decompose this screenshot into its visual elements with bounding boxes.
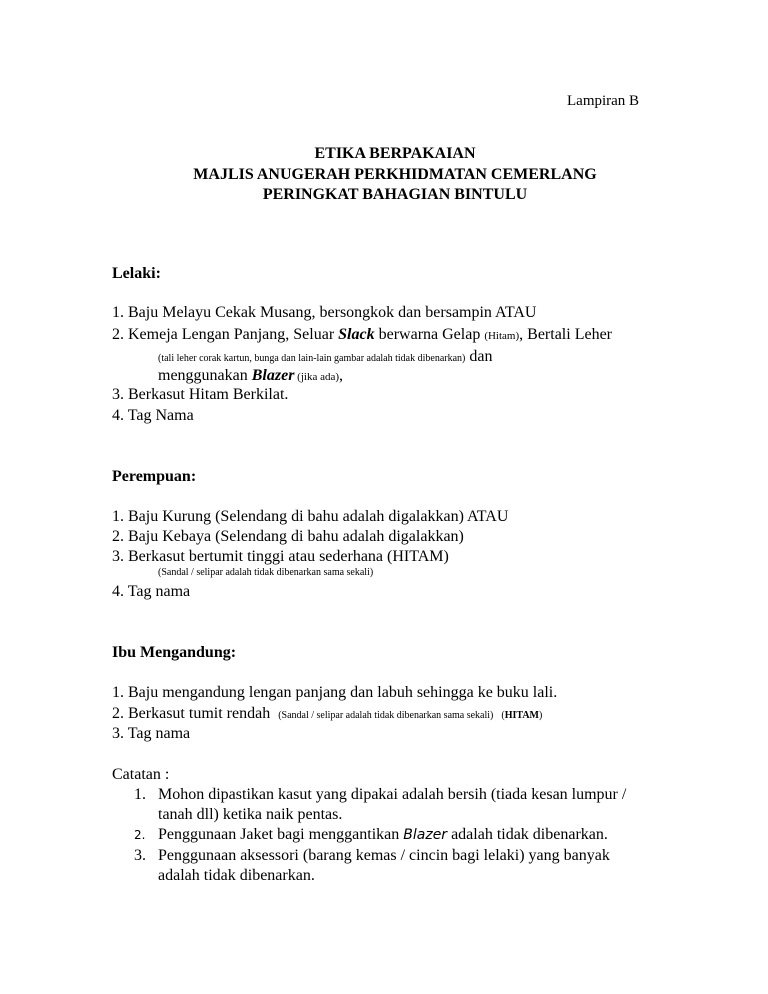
- women-heading: Perempuan:: [112, 468, 197, 485]
- women-item-4: 4. Tag nama: [112, 583, 191, 600]
- note-3-number: 3.: [134, 847, 146, 864]
- men-item-4: 4. Tag Nama: [112, 407, 194, 424]
- note-2-text-a: Penggunaan Jaket bagi menggantikan: [158, 826, 404, 843]
- hitam-paren-open: (: [501, 710, 505, 721]
- jika-ada-note: (jika ada): [294, 371, 340, 383]
- pregnant-item-2: [112, 704, 542, 726]
- hitam-note: (Hitam): [484, 330, 520, 342]
- appendix-label: Lampiran B: [567, 93, 640, 109]
- men-item-3: 3. Berkasut Hitam Berkilat.: [112, 386, 289, 403]
- note-1-line-2: tanah dll) ketika naik pentas.: [158, 806, 343, 823]
- dan-word: dan: [465, 348, 493, 365]
- title-line-3: PERINGKAT BAHAGIAN BINTULU: [262, 186, 528, 203]
- slack-word: Slack: [338, 326, 375, 343]
- title-line-1: ETIKA BERPAKAIAN: [314, 145, 476, 162]
- women-item-1: 1. Baju Kurung (Selendang di bahu adalah digalakkan) ATAU: [112, 508, 509, 525]
- pregnant-item-1: 1. Baju mengandung lengan panjang dan labuh sehingga ke buku lali.: [112, 684, 558, 701]
- note-2-number: 2.: [134, 828, 146, 842]
- title-line-2: MAJLIS ANUGERAH PERKHIDMATAN CEMERLANG: [193, 166, 597, 183]
- comma: ,: [339, 367, 344, 384]
- women-item-2: 2. Baju Kebaya (Selendang di bahu adalah digalakkan): [112, 528, 464, 545]
- pregnant-heading: Ibu Mengandung:: [112, 644, 237, 661]
- women-item-3-note: (Sandal / selipar adalah tidak dibenarkan sama sekali): [158, 567, 374, 578]
- pregnant-item-2-text: 2. Berkasut tumit rendah: [112, 705, 271, 722]
- note-2-line: [158, 825, 608, 845]
- menggunakan-word: menggunakan: [158, 367, 252, 384]
- men-item-2-text-a: 2. Kemeja Lengan Panjang, Seluar: [112, 326, 339, 343]
- note-1-line-1: Mohon dipastikan kasut yang dipakai adalah bersih (tiada kesan lumpur /: [158, 786, 627, 803]
- note-2-text-b: adalah tidak dibenarkan.: [447, 826, 608, 843]
- men-item-2-text-b: berwarna Gelap: [374, 326, 485, 343]
- men-item-2-text-c: , Bertali Leher: [519, 326, 612, 343]
- note-2-blazer-word: Blazer: [403, 827, 448, 843]
- men-item-2-blazer-line: [158, 366, 343, 387]
- men-item-2: [112, 325, 612, 346]
- hitam-paren-close: ): [539, 710, 543, 721]
- blazer-word: Blazer: [251, 367, 295, 384]
- note-3-line-1: Penggunaan aksessori (barang kemas / cincin bagi lelaki) yang banyak: [158, 847, 610, 864]
- notes-heading: Catatan :: [112, 766, 170, 783]
- men-heading: Lelaki:: [112, 265, 161, 282]
- sandal-note: (Sandal / selipar adalah tidak dibenarkan sama sekali): [278, 710, 494, 721]
- note-3-line-2: adalah tidak dibenarkan.: [158, 867, 315, 884]
- hitam-bold: HITAM: [504, 710, 539, 721]
- men-item-1: 1. Baju Melayu Cekak Musang, bersongkok dan bersampin ATAU: [112, 304, 537, 321]
- note-1-number: 1.: [134, 786, 146, 803]
- pregnant-item-3: 3. Tag nama: [112, 725, 191, 742]
- women-item-3: 3. Berkasut bertumit tinggi atau sederhana (HITAM): [112, 548, 449, 565]
- tie-note: (tali leher corak kartun, bunga dan lain-lain gambar adalah tidak dibenarkan): [158, 353, 466, 364]
